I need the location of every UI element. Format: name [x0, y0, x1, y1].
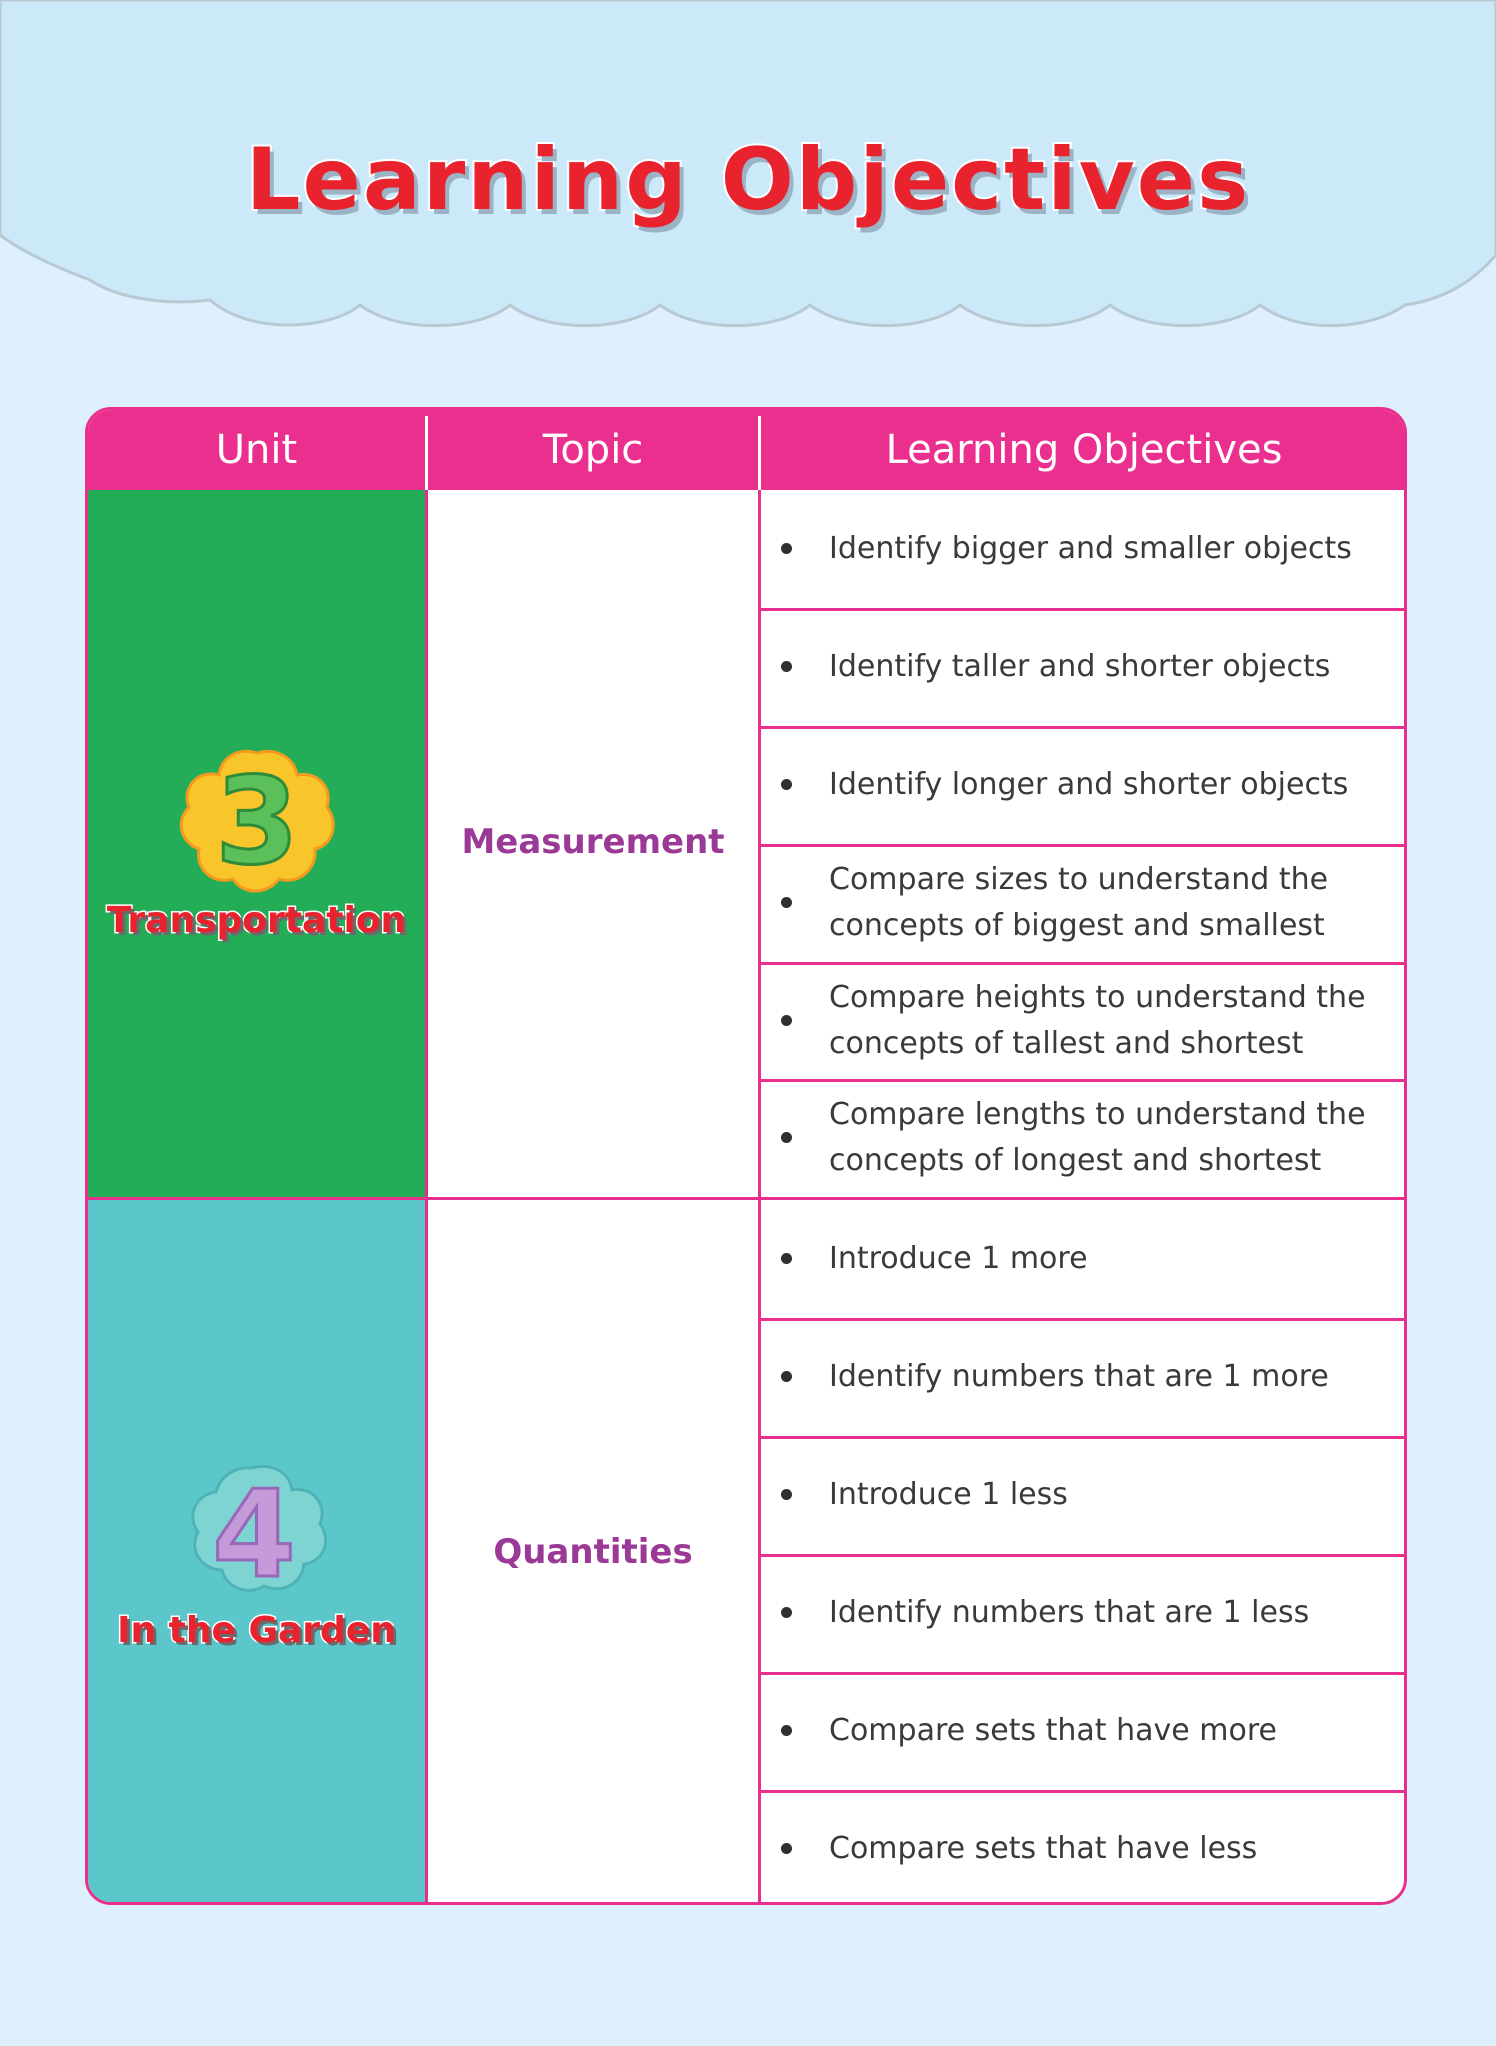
- objective-text: Introduce 1 less: [829, 1477, 1068, 1512]
- objective-row: [761, 608, 1407, 726]
- bullet-icon: [781, 1015, 792, 1026]
- table-header: [88, 410, 1404, 490]
- objective-row: [761, 1672, 1407, 1790]
- objective-text: Compare sets that have more: [829, 1713, 1277, 1748]
- bullet-icon: [781, 1607, 792, 1618]
- bullet-icon: [781, 1843, 792, 1854]
- objective-text: Compare lengths to understand the concepts of longest and shortest: [829, 1097, 1366, 1178]
- unit-4-name: In the Garden: [117, 1610, 396, 1651]
- objective-row: [761, 1790, 1407, 1905]
- bullet-icon: [781, 779, 792, 790]
- objective-text: Introduce 1 more: [829, 1241, 1088, 1276]
- objective-row: [761, 962, 1407, 1080]
- objective-row: [761, 490, 1407, 608]
- bullet-icon: [781, 1489, 792, 1500]
- unit-4-badge: [88, 1458, 425, 1598]
- objective-row: [761, 1079, 1407, 1197]
- objectives-table: [85, 407, 1407, 1905]
- unit-3-name: Transportation: [106, 900, 407, 941]
- objective-text: Compare sizes to understand the concepts of biggest and smallest: [829, 862, 1329, 943]
- bullet-icon: [781, 1725, 792, 1736]
- topic-measurement: Measurement: [461, 822, 725, 862]
- svg-text:3: 3: [214, 753, 299, 892]
- objective-row: [761, 726, 1407, 844]
- bullet-icon: [781, 543, 792, 554]
- bullet-icon: [781, 897, 792, 908]
- objective-text: Identify bigger and smaller objects: [829, 531, 1352, 566]
- objective-row: [761, 1436, 1407, 1554]
- unit-3-badge: [88, 745, 425, 895]
- objective-row: [761, 1200, 1407, 1318]
- topic-quantities: Quantities: [493, 1532, 693, 1572]
- svg-text:4: 4: [211, 1466, 296, 1598]
- header-objectives: Learning Objectives: [885, 427, 1283, 473]
- bullet-icon: [781, 1132, 792, 1143]
- header-unit: Unit: [215, 427, 298, 473]
- bullet-icon: [781, 1253, 792, 1264]
- number-3-icon: [177, 745, 337, 895]
- number-4-icon: [182, 1458, 332, 1598]
- objective-text: Compare heights to understand the concepts of tallest and shortest: [829, 980, 1366, 1061]
- objective-text: Identify longer and shorter objects: [829, 767, 1349, 802]
- header-topic: Topic: [542, 427, 644, 473]
- objective-text: Identify numbers that are 1 less: [829, 1595, 1310, 1630]
- objective-row: [761, 1554, 1407, 1672]
- bullet-icon: [781, 661, 792, 672]
- objective-row: [761, 1318, 1407, 1436]
- bullet-icon: [781, 1371, 792, 1382]
- objective-text: Compare sets that have less: [829, 1831, 1258, 1866]
- objective-text: Identify numbers that are 1 more: [829, 1359, 1329, 1394]
- page-title: Learning Objectives: [245, 130, 1251, 230]
- objective-text: Identify taller and shorter objects: [829, 649, 1331, 684]
- objective-row: [761, 844, 1407, 962]
